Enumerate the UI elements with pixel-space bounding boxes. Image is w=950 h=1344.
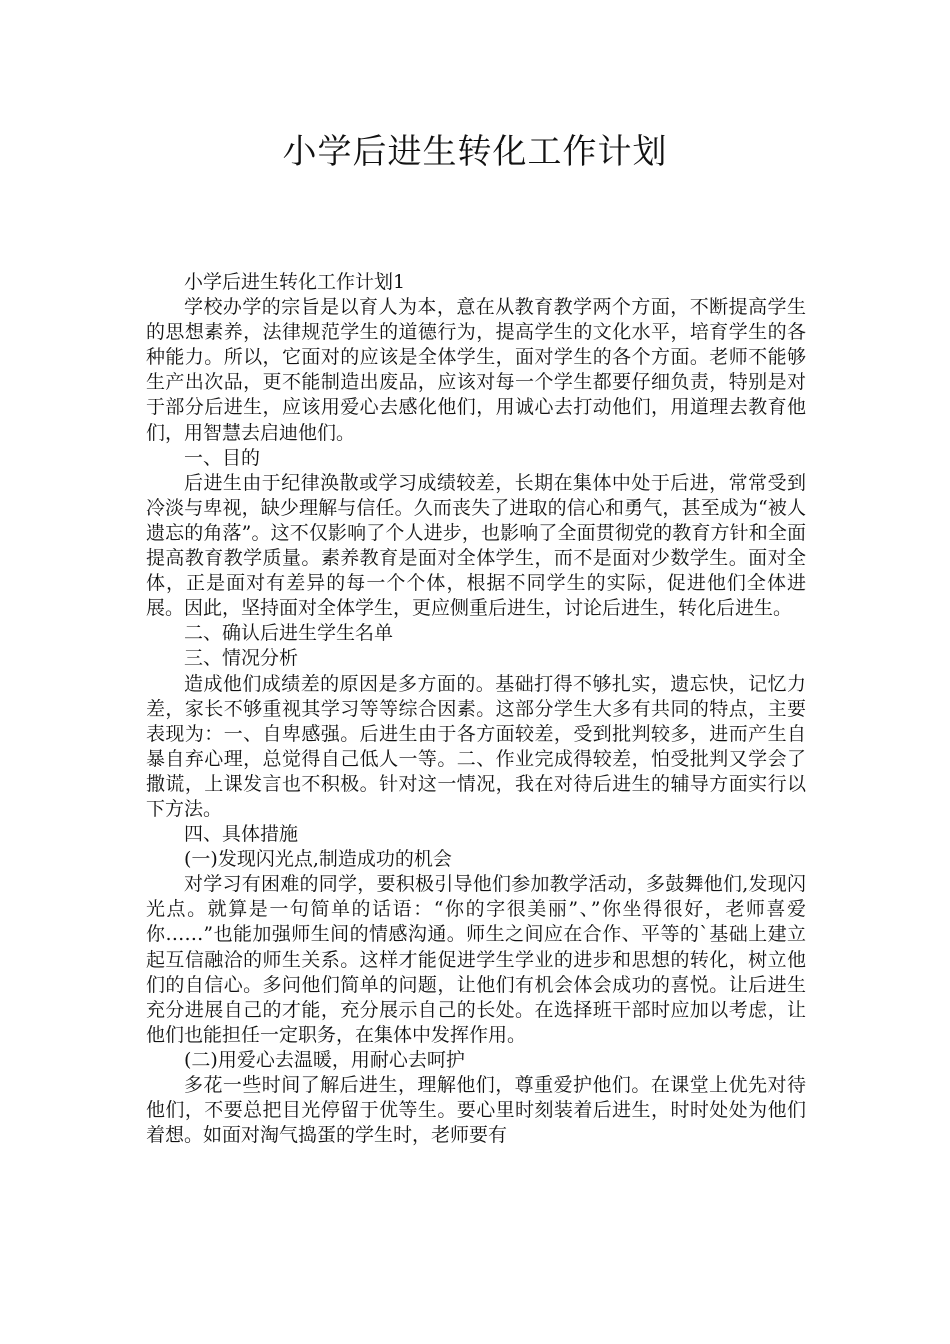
subsection-heading: (二)用爱心去温暖，用耐心去呵护 <box>184 1048 465 1071</box>
document-body <box>146 270 806 1148</box>
subsection-heading: (一)发现闪光点,制造成功的机会 <box>184 848 452 871</box>
body-paragraph: 造成他们成绩差的原因是多方面的。基础打得不够扎实，遗忘快，记忆力差，家长不够重视其学习等等综合因素。这部分学生大多有共同的特点，主要表现为：一、自卑感强。后进生由于各方面较差，受到批判较多，进而产生自暴自弃心理，总觉得自己低人一等。二、作业完成得较差，怕受批判又学会了撒谎，上课发言也不积极。针对这一情况，我在对待后进生的辅导方面实行以下方法。 <box>146 672 806 820</box>
section-heading: 一、目的 <box>184 446 261 469</box>
section-heading: 二、确认后进生学生名单 <box>184 622 394 645</box>
subtitle-paragraph: 小学后进生转化工作计划1 <box>184 271 406 293</box>
document-title: 小学后进生转化工作计划 <box>282 132 668 172</box>
body-paragraph: 后进生由于纪律涣散或学习成绩较差，长期在集体中处于后进，常常受到冷淡与卑视，缺少理解与信任。久而丧失了进取的信心和勇气，甚至成为“被人遗忘的角落”。这不仅影响了个人进步，也影响了全面贯彻党的教育方针和全面提高教育教学质量。素养教育是面对全体学生，而不是面对少数学生。面对全体，正是面对有差异的每一个个体，根据不同学生的实际，促进他们全体进展。因此，坚持面对全体学生，更应侧重后进生，讨论后进生，转化后进生。 <box>146 471 806 620</box>
body-paragraph: 学校办学的宗旨是以育人为本，意在从教育教学两个方面，不断提高学生的思想素养，法律规范学生的道德行为，提高学生的文化水平，培育学生的各种能力。所以，它面对的应该是全体学生，面对学生的各个方面。老师不能够生产出次品，更不能制造出废品，应该对每一个学生都要仔细负责，特别是对于部分后进生，应该用爱心去感化他们，用诚心去打动他们，用道理去教育他们，用智慧去启迪他们。 <box>146 296 806 444</box>
section-heading: 四、具体措施 <box>184 823 299 846</box>
section-heading: 三、情况分析 <box>184 647 299 670</box>
body-paragraph: 多花一些时间了解后进生，理解他们，尊重爱护他们。在课堂上优先对待他们，不要总把目光停留于优等生。要心里时刻装着后进生，时时处处为他们着想。如面对淘气捣蛋的学生时，老师要有 <box>146 1074 806 1147</box>
body-paragraph: 对学习有困难的同学，要积极引导他们参加教学活动，多鼓舞他们,发现闪光点。就算是一句简单的话语：“你的字很美丽”、”你坐得很好，老师喜爱你……”也能加强师生间的情感沟通。师生之间应在合作、平等的`基础上建立起互信融洽的师生关系。这样才能促进学生学业的进步和思想的转化，树立他们的自信心。多问他们简单的问题，让他们有机会体会成功的喜悦。让后进生充分进展自己的才能，充分展示自己的长处。在选择班干部时应加以考虑，让他们也能担任一定职务，在集体中发挥作用。 <box>146 873 806 1046</box>
